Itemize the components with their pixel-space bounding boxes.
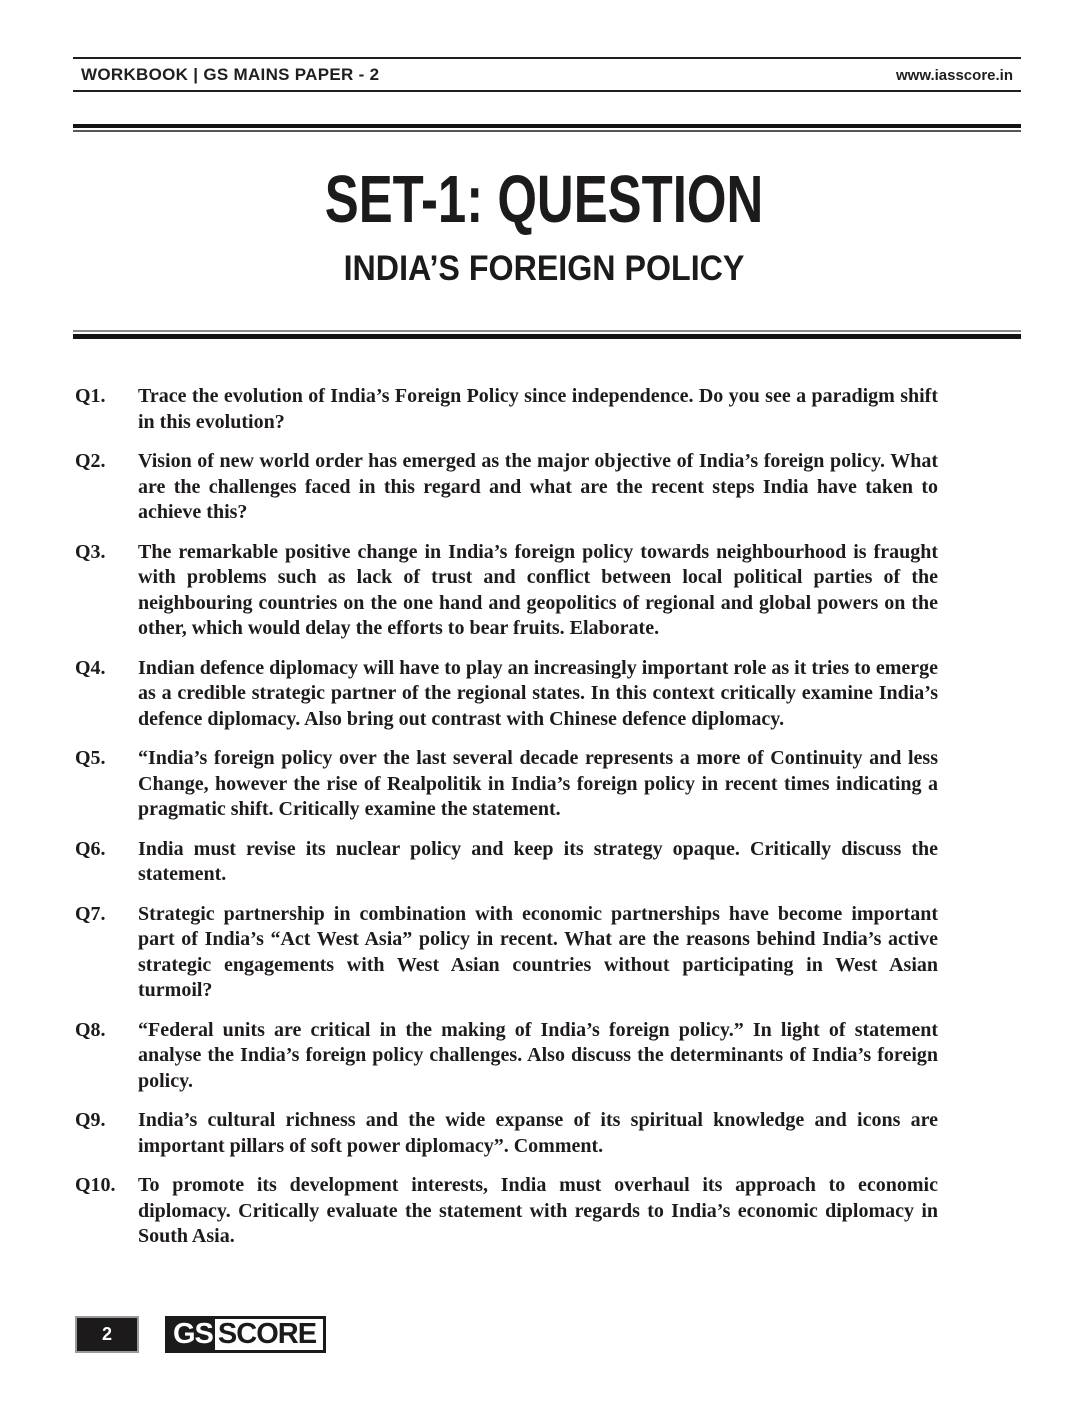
question-text: “India’s foreign policy over the last several decade represents a more of Continuity and less Change, however the rise of Realpolitik in India’s foreign policy in recent times indicating a pragmatic shift. Critically examine the statement.: [138, 747, 938, 820]
logo-score-segment: SCORE: [215, 1319, 323, 1350]
question-item: [75, 656, 938, 733]
question-number: Q1.: [75, 385, 106, 407]
question-item: [75, 384, 938, 435]
question-text: Strategic partnership in combination with economic partnerships have become important part of India’s “Act West Asia” policy in recent. What are the reasons behind India’s active strategic engagements with West Asian countries without participating in West Asian turmoil?: [138, 902, 938, 1001]
question-item: [75, 540, 938, 642]
question-text: India’s cultural richness and the wide expanse of its spiritual knowledge and icons are important pillars of soft power diplomacy”. Comment.: [138, 1109, 938, 1157]
page-number-badge: 2: [75, 1316, 139, 1353]
question-item: [75, 837, 938, 888]
page-subtitle: INDIA’S FOREIGN POLICY: [343, 249, 745, 288]
question-list: [75, 384, 938, 1264]
question-item: [75, 746, 938, 823]
top-divider-rule: [73, 124, 1021, 132]
question-number: Q2.: [75, 450, 106, 472]
question-text: Trace the evolution of India’s Foreign Policy since independence. Do you see a paradigm shift in this evolution?: [138, 385, 938, 433]
question-item: [75, 1173, 938, 1250]
question-number: Q5.: [75, 747, 106, 769]
question-number: Q10.: [75, 1174, 116, 1196]
page-title: SET-1: QUESTION: [324, 162, 764, 237]
question-item: [75, 1018, 938, 1095]
question-number: Q3.: [75, 540, 106, 563]
gsscore-logo: [165, 1316, 326, 1353]
question-text: To promote its development interests, India must overhaul its approach to economic diplomacy. Critically evaluate the statement with regards to India’s economic diplomacy in South Asia.: [138, 1174, 938, 1247]
question-text: Vision of new world order has emerged as the major objective of India’s foreign policy. What are the challenges faced in this regard and what are the recent steps India have taken to achieve this?: [138, 450, 938, 523]
header-workbook-title: WORKBOOK | GS MAINS PAPER - 2: [81, 65, 380, 84]
question-number: Q6.: [75, 837, 106, 860]
bottom-divider-rule: [73, 330, 1021, 339]
question-text: Indian defence diplomacy will have to play an increasingly important role as it tries to emerge as a credible strategic partner of the regional states. In this context critically examine India’s defence diplomacy. Also bring out contrast with Chinese defence diplomacy.: [138, 656, 938, 730]
question-item: [75, 902, 938, 1004]
question-item: [75, 1108, 938, 1159]
page-header: [73, 57, 1021, 92]
question-number: Q7.: [75, 902, 106, 925]
question-text: “Federal units are critical in the making of India’s foreign policy.” In light of statement analyse the India’s foreign policy challenges. Also discuss the determinants of India’s foreign policy.: [138, 1018, 938, 1092]
question-item: [75, 449, 938, 526]
question-number: Q4.: [75, 656, 106, 679]
logo-gs-segment: GS: [165, 1319, 215, 1350]
question-text: The remarkable positive change in India’s foreign policy towards neighbourhood is fraught with problems such as lack of trust and conflict between local political parties of the neighbouring countries on the one hand and geopolitics of regional and global powers on the other, which would delay the efforts to bear fruits. Elaborate.: [138, 540, 938, 639]
question-number: Q9.: [75, 1109, 106, 1131]
question-text: India must revise its nuclear policy and keep its strategy opaque. Critically discuss the statement.: [138, 837, 938, 885]
question-number: Q8.: [75, 1018, 106, 1041]
header-website-url: www.iasscore.in: [896, 66, 1013, 84]
